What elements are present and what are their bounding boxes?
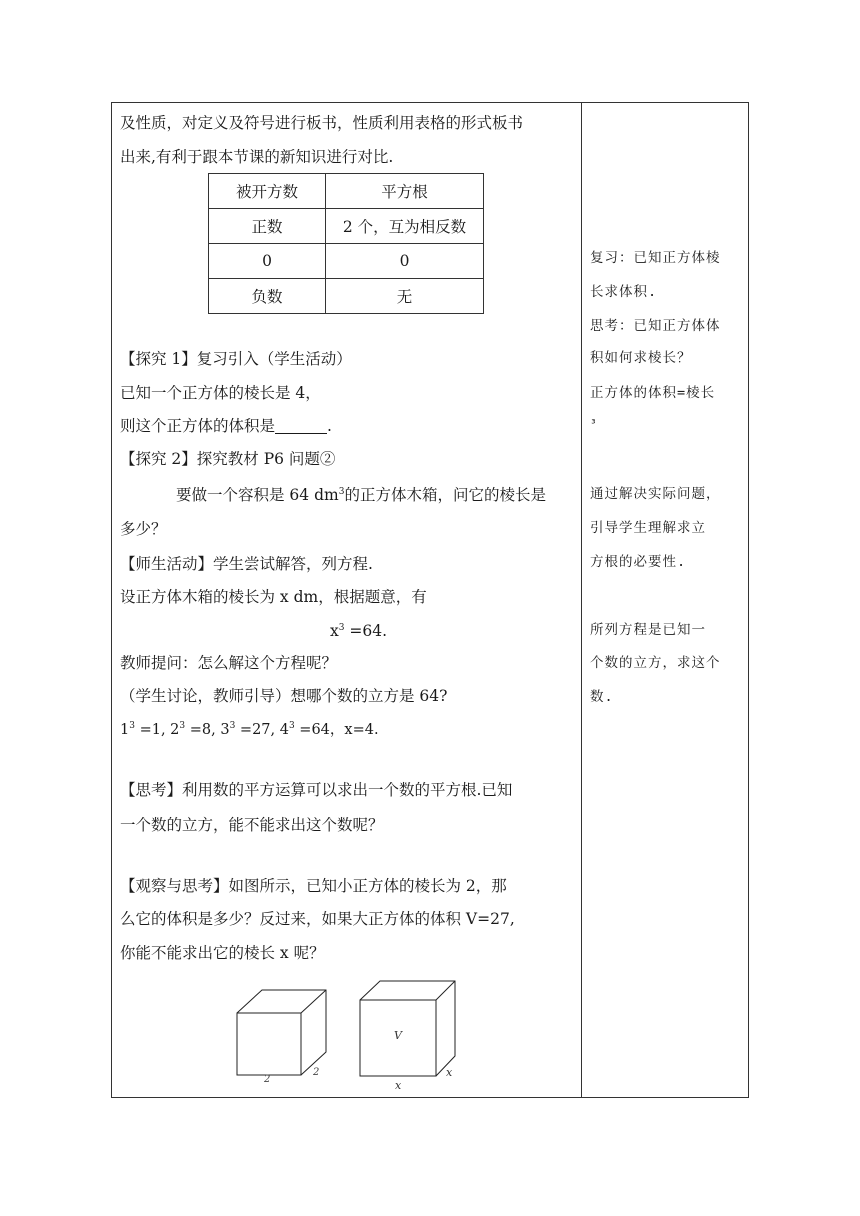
table-header-cell: 被开方数 bbox=[209, 174, 326, 209]
observe-line-3: 你能不能求出它的棱长 x 呢？ bbox=[120, 944, 325, 962]
explore1-question: 则这个正方体的体积是 bbox=[120, 417, 276, 435]
explore1-title: 【探究 1】复习引入（学生活动） bbox=[120, 350, 352, 368]
cubes-figure bbox=[232, 978, 472, 1092]
equation-rest: =64. bbox=[344, 622, 388, 640]
power-sup: 3 bbox=[179, 721, 186, 731]
small-cube-label-side: 2 bbox=[313, 1067, 320, 1078]
intro-line-2: 出来,有利于跟本节课的新知识进行对比. bbox=[120, 148, 394, 166]
dm-cube-sup: 3 bbox=[338, 487, 345, 497]
small-cube-label-bottom: 2 bbox=[264, 1074, 271, 1085]
teacher-question: 教师提问：怎么解这个方程呢？ bbox=[120, 654, 338, 672]
observe-line-1: 【观察与思考】如图所示，已知小正方体的棱长为 2，那 bbox=[120, 877, 507, 895]
side-purpose-3: 方根的必要性. bbox=[590, 554, 687, 570]
table-header-cell: 平方根 bbox=[326, 174, 484, 209]
small-cube bbox=[237, 990, 326, 1075]
side-think-2: 积如何求棱长？ bbox=[590, 350, 692, 366]
power-sup: 3 bbox=[288, 721, 295, 731]
side-review-2: 长求体积. bbox=[590, 284, 658, 300]
square-root-table bbox=[208, 173, 484, 314]
activity-line: 【师生活动】学生尝试解答，列方程. bbox=[120, 555, 373, 573]
discuss-line: （学生讨论，教师引导）想哪个数的立方是 64? bbox=[120, 687, 448, 705]
equation-line bbox=[330, 621, 387, 641]
power-part: =1, 2 bbox=[134, 722, 180, 738]
small-cube-front bbox=[237, 1013, 301, 1075]
side-equation-3: 数. bbox=[590, 689, 614, 705]
table-row bbox=[209, 209, 484, 244]
table-cell: 无 bbox=[326, 279, 484, 314]
answer-blank bbox=[275, 419, 327, 434]
table-cell: 0 bbox=[209, 244, 326, 279]
equation-sup: 3 bbox=[338, 623, 345, 633]
table-row bbox=[209, 174, 484, 209]
power-part: =64，x=4. bbox=[294, 722, 379, 738]
side-formula-2: ³ bbox=[590, 417, 598, 430]
big-cube-edge bbox=[436, 981, 455, 1000]
explore2-title: 【探究 2】探究教材 P6 问题② bbox=[120, 450, 336, 468]
column-divider bbox=[581, 103, 582, 1097]
big-cube-label-v: V bbox=[394, 1029, 402, 1042]
think-line-2: 一个数的立方，能不能求出这个数呢？ bbox=[120, 816, 384, 834]
table-cell: 2 个，互为相反数 bbox=[326, 209, 484, 244]
small-cube-edge bbox=[301, 990, 326, 1013]
assume-line: 设正方体木箱的棱长为 x dm，根据题意，有 bbox=[120, 588, 427, 606]
explore2-line-2: 多少？ bbox=[120, 520, 167, 538]
side-formula-1: 正方体的体积=棱长 bbox=[590, 385, 716, 401]
power-part: =27, 4 bbox=[235, 722, 289, 738]
lesson-table-frame bbox=[111, 102, 749, 1098]
big-cube bbox=[360, 981, 455, 1076]
side-purpose-1: 通过解决实际问题， bbox=[590, 486, 721, 502]
table-row bbox=[209, 279, 484, 314]
table-cell: 0 bbox=[326, 244, 484, 279]
power-sup: 3 bbox=[129, 721, 135, 731]
equation-base: x bbox=[330, 622, 339, 640]
side-equation-2: 个数的立方，求这个 bbox=[590, 655, 721, 671]
power-part: =8, 3 bbox=[185, 722, 230, 738]
big-cube-label-side: x bbox=[446, 1066, 453, 1079]
side-review-1: 复习：已知正方体棱 bbox=[590, 250, 721, 266]
side-equation-1: 所列方程是已知一 bbox=[590, 622, 706, 638]
table-cell: 正数 bbox=[209, 209, 326, 244]
observe-line-2: 么它的体积是多少？反过来，如果大正方体的体积 V=27, bbox=[120, 910, 515, 928]
explore2-text-a: 要做一个容积是 64 dm bbox=[176, 486, 339, 504]
power-part: 1 bbox=[120, 722, 130, 738]
side-think-1: 思考：已知正方体体 bbox=[590, 318, 721, 334]
explore1-period: . bbox=[327, 417, 332, 435]
big-cube-label-bottom: x bbox=[395, 1079, 402, 1092]
explore1-line-1: 已知一个正方体的棱长是 4， bbox=[120, 384, 321, 402]
table-row bbox=[209, 244, 484, 279]
explore1-line-2 bbox=[120, 416, 332, 436]
explore2-text-b: 的正方体木箱，问它的棱长是 bbox=[344, 486, 546, 504]
powers-line bbox=[120, 720, 379, 740]
explore2-line-1 bbox=[176, 485, 546, 505]
think-line-1: 【思考】利用数的平方运算可以求出一个数的平方根.已知 bbox=[120, 781, 513, 799]
side-purpose-2: 引导学生理解求立 bbox=[590, 520, 706, 536]
power-sup: 3 bbox=[229, 721, 236, 731]
table-cell: 负数 bbox=[209, 279, 326, 314]
intro-line-1: 及性质，对定义及符号进行板书，性质利用表格的形式板书 bbox=[120, 114, 524, 132]
